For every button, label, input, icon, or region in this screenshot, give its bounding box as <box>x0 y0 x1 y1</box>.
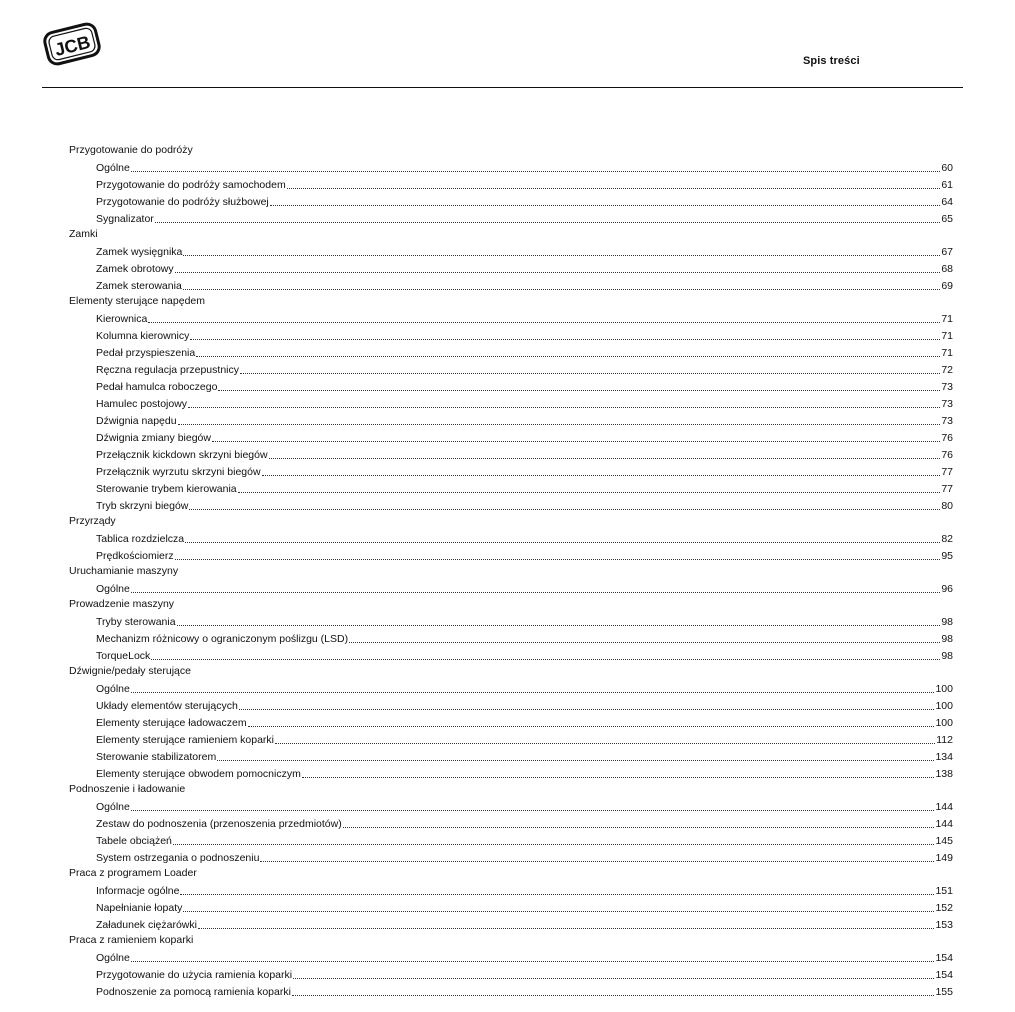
toc-entry-title: Elementy sterujące ramieniem koparki <box>96 734 274 746</box>
toc-entry[interactable] <box>69 646 953 663</box>
toc-entry[interactable] <box>69 192 953 209</box>
toc-entry[interactable] <box>69 764 953 781</box>
toc-entry-page-number: 72 <box>941 364 953 376</box>
toc-entry-page-number: 112 <box>936 734 953 746</box>
toc-entry[interactable] <box>69 326 953 343</box>
toc-section-heading[interactable]: Podnoszenie i ładowanie <box>69 783 186 795</box>
toc-entry-title: System ostrzegania o podnoszeniu <box>96 852 260 864</box>
dot-leader <box>177 624 941 626</box>
dot-leader <box>131 170 940 172</box>
dot-leader <box>131 691 935 693</box>
dot-leader <box>218 389 940 391</box>
dot-leader <box>151 658 940 660</box>
toc-entry[interactable] <box>69 309 953 326</box>
toc-entry[interactable] <box>69 915 953 932</box>
toc-entry-title: Zamek sterowania <box>96 280 182 292</box>
toc-entry-page-number: 80 <box>941 500 953 512</box>
toc-entry[interactable] <box>69 713 953 730</box>
toc-section-heading[interactable]: Elementy sterujące napędem <box>69 295 205 307</box>
dot-leader <box>155 221 941 223</box>
toc-entry-page-number: 71 <box>941 347 953 359</box>
toc-entry-title: Ogólne <box>96 683 130 695</box>
toc-entry-page-number: 76 <box>941 432 953 444</box>
toc-entry-page-number: 68 <box>941 263 953 275</box>
toc-entry-page-number: 155 <box>935 986 953 998</box>
toc-entry-title: Załadunek ciężarówki <box>96 919 197 931</box>
toc-entry-title: Elementy sterujące obwodem pomocniczym <box>96 768 301 780</box>
toc-entry-page-number: 69 <box>941 280 953 292</box>
toc-entry-page-number: 98 <box>941 650 953 662</box>
toc-entry-title: Kolumna kierownicy <box>96 330 190 342</box>
dot-leader <box>275 742 935 744</box>
toc-entry-title: Zamek wysięgnika <box>96 246 183 258</box>
toc-entry-title: Hamulec postojowy <box>96 398 188 410</box>
toc-entry-title: Zamek obrotowy <box>96 263 174 275</box>
toc-entry[interactable] <box>69 259 953 276</box>
dot-leader <box>349 641 940 643</box>
dot-leader <box>270 204 941 206</box>
dot-leader <box>260 860 934 862</box>
dot-leader <box>212 440 940 442</box>
toc-entry-title: Przełącznik kickdown skrzyni biegów <box>96 449 268 461</box>
toc-entry-title: Podnoszenie za pomocą ramienia koparki <box>96 986 291 998</box>
toc-entry-title: Przygotowanie do użycia ramienia koparki <box>96 969 293 981</box>
dot-leader <box>240 372 940 374</box>
dot-leader <box>185 541 940 543</box>
toc-entry-title: Sygnalizator <box>96 213 154 225</box>
toc-entry-title: Układy elementów sterujących <box>96 700 238 712</box>
toc-section-heading[interactable]: Prowadzenie maszyny <box>69 598 175 610</box>
toc-entry-title: Kierownica <box>96 313 148 325</box>
toc-entry[interactable] <box>69 546 953 563</box>
toc-entry-title: Przełącznik wyrzutu skrzyni biegów <box>96 466 261 478</box>
toc-entry-title: Sterowanie trybem kierowania <box>96 483 237 495</box>
toc-entry-page-number: 61 <box>941 179 953 191</box>
toc-entry[interactable] <box>69 411 953 428</box>
toc-entry[interactable] <box>69 462 953 479</box>
dot-leader <box>148 321 940 323</box>
toc-entry[interactable] <box>69 479 953 496</box>
dot-leader <box>180 893 934 895</box>
toc-entry-page-number: 82 <box>941 533 953 545</box>
toc-entry-title: Informacje ogólne <box>96 885 180 897</box>
dot-leader <box>173 843 935 845</box>
toc-entry-page-number: 153 <box>935 919 953 931</box>
toc-entry[interactable] <box>69 529 953 546</box>
toc-entry-page-number: 96 <box>941 583 953 595</box>
toc-entry-page-number: 71 <box>941 313 953 325</box>
toc-entry[interactable] <box>69 377 953 394</box>
toc-entry-title: Ogólne <box>96 162 130 174</box>
toc-entry[interactable] <box>69 696 953 713</box>
dot-leader <box>131 960 935 962</box>
toc-entry[interactable] <box>69 629 953 646</box>
toc-section-heading[interactable]: Praca z ramieniem koparki <box>69 934 194 946</box>
toc-entry[interactable] <box>69 831 953 848</box>
toc-entry[interactable] <box>69 948 953 965</box>
dot-leader <box>269 457 941 459</box>
table-of-contents <box>69 142 953 999</box>
dot-leader <box>293 977 934 979</box>
toc-entry[interactable] <box>69 445 953 462</box>
dot-leader <box>190 338 940 340</box>
dot-leader <box>198 927 935 929</box>
toc-entry[interactable] <box>69 797 953 814</box>
toc-entry-page-number: 77 <box>941 466 953 478</box>
toc-section-heading[interactable]: Uruchamianie maszyny <box>69 565 179 577</box>
toc-entry-title: Elementy sterujące ładowaczem <box>96 717 247 729</box>
toc-entry-page-number: 145 <box>935 835 953 847</box>
dot-leader <box>343 826 935 828</box>
toc-section-heading[interactable]: Dźwignie/pedały sterujące <box>69 665 191 677</box>
toc-entry-page-number: 73 <box>941 415 953 427</box>
toc-entry[interactable] <box>69 579 953 596</box>
toc-entry-title: Przygotowanie do podróży służbowej <box>96 196 269 208</box>
toc-entry-title: Ogólne <box>96 583 130 595</box>
dot-leader <box>196 355 940 357</box>
toc-entry-page-number: 77 <box>941 483 953 495</box>
toc-entry-title: Przygotowanie do podróży samochodem <box>96 179 286 191</box>
toc-entry-page-number: 73 <box>941 398 953 410</box>
toc-entry-page-number: 76 <box>941 449 953 461</box>
toc-entry-title: Tryby sterowania <box>96 616 176 628</box>
dot-leader <box>248 725 935 727</box>
dot-leader <box>189 508 940 510</box>
toc-section-heading[interactable]: Przyrządy <box>69 515 116 527</box>
toc-entry-page-number: 98 <box>941 633 953 645</box>
toc-entry-page-number: 151 <box>935 885 953 897</box>
jcb-logo <box>42 18 102 70</box>
dot-leader <box>131 809 935 811</box>
dot-leader <box>178 423 941 425</box>
toc-entry-title: Pedał przyspieszenia <box>96 347 196 359</box>
toc-entry[interactable] <box>69 175 953 192</box>
dot-leader <box>183 254 940 256</box>
toc-entry-page-number: 65 <box>941 213 953 225</box>
toc-entry-page-number: 152 <box>935 902 953 914</box>
toc-entry-title: Sterowanie stabilizatorem <box>96 751 217 763</box>
toc-entry-page-number: 144 <box>935 818 953 830</box>
toc-entry-page-number: 73 <box>941 381 953 393</box>
toc-entry[interactable] <box>69 814 953 831</box>
toc-entry-page-number: 95 <box>941 550 953 562</box>
toc-entry-page-number: 138 <box>935 768 953 780</box>
toc-entry[interactable] <box>69 747 953 764</box>
toc-entry[interactable] <box>69 394 953 411</box>
toc-entry-page-number: 100 <box>935 700 953 712</box>
toc-entry-page-number: 149 <box>935 852 953 864</box>
toc-section-heading[interactable]: Przygotowanie do podróży <box>69 144 193 156</box>
dot-leader <box>188 406 940 408</box>
toc-entry-page-number: 134 <box>935 751 953 763</box>
dot-leader <box>175 271 941 273</box>
toc-entry-title: Napełnianie łopaty <box>96 902 183 914</box>
toc-entry[interactable] <box>69 242 953 259</box>
header-divider <box>42 87 963 88</box>
dot-leader <box>238 491 941 493</box>
toc-entry-title: Ręczna regulacja przepustnicy <box>96 364 239 376</box>
toc-entry-title: Zestaw do podnoszenia (przenoszenia przedmiotów) <box>96 818 342 830</box>
toc-entry-title: Prędkościomierz <box>96 550 174 562</box>
toc-entry-page-number: 64 <box>941 196 953 208</box>
toc-entry[interactable] <box>69 428 953 445</box>
toc-entry-page-number: 71 <box>941 330 953 342</box>
toc-entry[interactable] <box>69 881 953 898</box>
toc-entry[interactable] <box>69 848 953 865</box>
toc-entry-page-number: 154 <box>935 969 953 981</box>
dot-leader <box>217 759 934 761</box>
toc-entry[interactable] <box>69 343 953 360</box>
svg-text:JCB: JCB <box>52 31 93 61</box>
dot-leader <box>131 591 940 593</box>
dot-leader <box>262 474 941 476</box>
dot-leader <box>287 187 941 189</box>
dot-leader <box>183 910 934 912</box>
toc-entry[interactable] <box>69 158 953 175</box>
dot-leader <box>239 708 935 710</box>
toc-section-heading[interactable]: Zamki <box>69 228 98 240</box>
toc-entry[interactable] <box>69 360 953 377</box>
page-header-title: Spis treści <box>803 55 860 67</box>
toc-entry[interactable] <box>69 209 953 226</box>
toc-entry-title: TorqueLock <box>96 650 151 662</box>
toc-entry-title: Dźwignia zmiany biegów <box>96 432 211 444</box>
toc-entry[interactable] <box>69 496 953 513</box>
toc-entry[interactable] <box>69 612 953 629</box>
toc-entry-page-number: 154 <box>935 952 953 964</box>
toc-entry-page-number: 60 <box>941 162 953 174</box>
toc-entry[interactable] <box>69 276 953 293</box>
toc-entry[interactable] <box>69 982 953 999</box>
toc-entry-page-number: 98 <box>941 616 953 628</box>
dot-leader <box>175 558 941 560</box>
dot-leader <box>183 288 941 290</box>
toc-entry-title: Tablica rozdzielcza <box>96 533 185 545</box>
toc-entry[interactable] <box>69 730 953 747</box>
toc-entry[interactable] <box>69 898 953 915</box>
toc-entry-title: Pedał hamulca roboczego <box>96 381 218 393</box>
toc-entry-title: Dźwignia napędu <box>96 415 177 427</box>
toc-entry-page-number: 100 <box>935 717 953 729</box>
toc-entry-title: Tabele obciążeń <box>96 835 172 847</box>
toc-entry-title: Mechanizm różnicowy o ograniczonym poślizgu (LSD) <box>96 633 349 645</box>
toc-entry-title: Ogólne <box>96 801 130 813</box>
toc-entry-page-number: 100 <box>935 683 953 695</box>
toc-entry-page-number: 67 <box>941 246 953 258</box>
toc-entry-title: Ogólne <box>96 952 130 964</box>
dot-leader <box>292 994 935 996</box>
toc-entry-title: Tryb skrzyni biegów <box>96 500 189 512</box>
toc-section-heading[interactable]: Praca z programem Loader <box>69 867 197 879</box>
toc-entry[interactable] <box>69 679 953 696</box>
toc-entry-page-number: 144 <box>935 801 953 813</box>
toc-entry[interactable] <box>69 965 953 982</box>
dot-leader <box>302 776 935 778</box>
